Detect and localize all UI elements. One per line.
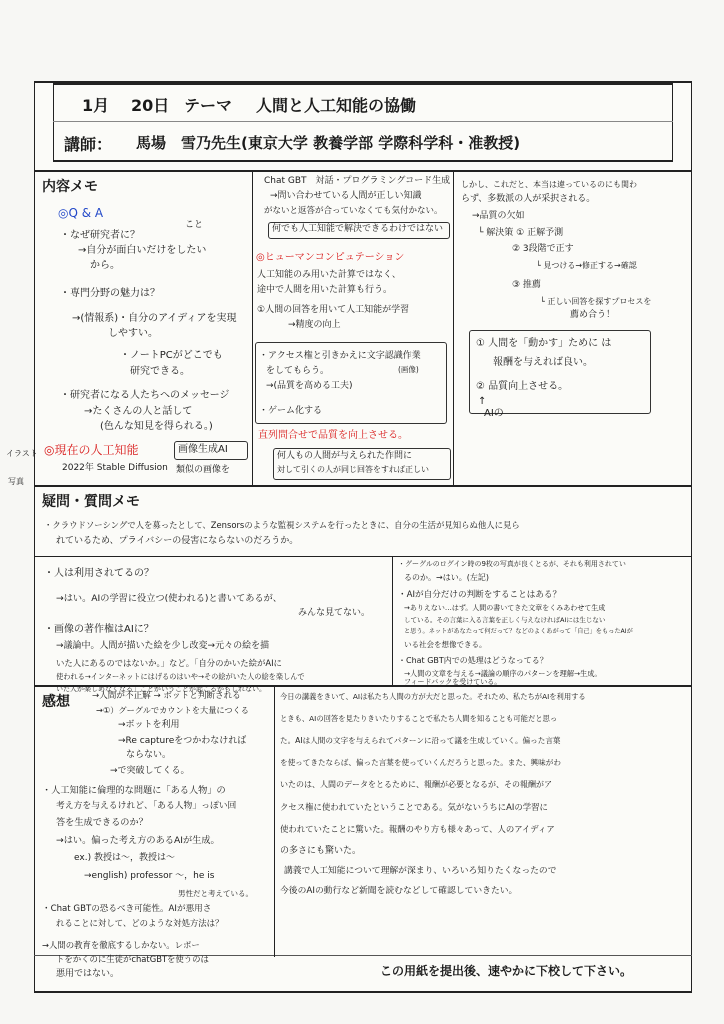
note-line: (色んな知見を得られる。) <box>100 421 213 432</box>
impression-text: 今日の講義をきいて、AIは私たち人間の方が大だと思った。それため、私たちがAIを利用する <box>280 692 586 701</box>
question-line: している。その言葉に入る言葉を正しく与えなければAIには生じない <box>404 616 606 624</box>
note-line: 2022年 Stable Diffusion <box>62 463 168 473</box>
note-line: →(品質を高める工夫) <box>266 381 353 391</box>
impression-line: 答を生成できるのか？ <box>56 817 148 828</box>
note-line: がないと返答が合っていなくても気付かない。 <box>264 206 443 216</box>
header-rule <box>53 121 673 122</box>
current-ai-heading: ◎現在の人工知能 <box>44 443 139 457</box>
question-line: るのか。→はい。(左記) <box>404 573 489 582</box>
content-col-divider-1 <box>252 170 253 486</box>
impression-text: クセス権に使われていたということである。気がないうちにAIの学習に <box>280 802 548 812</box>
question-line: みんな見てない。 <box>298 608 371 618</box>
question-line: いる社会を想像できる。 <box>404 640 487 649</box>
header-left-line <box>53 83 54 161</box>
impression-line: ・Chat GBTの恐るべき可能性。AIが悪用さ <box>42 904 212 914</box>
note-line: ・なぜ研究者に？ <box>60 230 140 241</box>
note-line: 何人もの人間が与えられた作問に <box>277 451 413 461</box>
question-line: →議論中。人間が描いた絵を少し改変→元々の絵を描 <box>56 641 270 651</box>
lecturer-label: 講師： <box>64 135 113 154</box>
question-line: ・Chat GBT内での処理はどうなってる？ <box>398 656 548 665</box>
note-line: 人工知能のみ用いた計算ではなく、 <box>257 270 401 280</box>
question-sub-divider <box>34 556 692 557</box>
question-line: ・画像の著作権はAIに？ <box>44 624 154 635</box>
question-line: いた人が楽しめなくなる」ことがいうことが起こるかもしれない。 <box>56 685 266 693</box>
note-line: (画像) <box>398 365 419 374</box>
section-title-gimon: 疑問・質問メモ <box>42 494 140 510</box>
impression-line: 悪用ではない。 <box>56 969 120 979</box>
impression-text: た。AIは人間の文字を与えられてパターンに沿って議を生成していく。偏った言葉 <box>280 736 561 745</box>
question-line: ・グーグルのログイン時の9枚の写真が良くとるが、それも利用されてい <box>398 560 626 568</box>
question-line: →はい。AIの学習に役立つ(使われる)と書いてあるが、 <box>56 593 282 604</box>
note-line: 何でも人工知能で解決できるわけではない <box>272 224 444 234</box>
impression-text: 使われていたことに驚いた。報酬のやり方も様々あって、人のアイディア <box>280 824 555 834</box>
question-line: れているため、プライバシーの侵害にならないのだろうか。 <box>56 536 299 546</box>
note-line: →(情報系)・自分のアイディアを実現 <box>72 313 237 324</box>
section-title-kanso: 感想 <box>42 694 70 710</box>
note-line: 報酬を与えれば良い。 <box>493 357 593 368</box>
note-line: をしてもらう。 <box>266 366 330 376</box>
question-line: フィードバックを受けている。 <box>404 678 502 686</box>
note-line: ・ノートPCがどこでも <box>120 350 223 361</box>
note-line: 類似の画像を <box>176 465 231 475</box>
note-line: 薦め合う！ <box>570 310 616 320</box>
border-right <box>691 81 692 992</box>
impression-line: ex.) 教授は～，教授は～ <box>74 853 175 863</box>
lecturer-name: 馬場 雪乃先生(東京大学 教養学部 学際科学科・准教授) <box>136 134 521 152</box>
note-line: ② 3段階で正す <box>512 244 574 254</box>
impression-line: 考え方を与えるけれど、「ある人物」っぽい回 <box>56 801 237 811</box>
serial-query-heading: 直列問合せで品質を向上させる。 <box>258 430 408 441</box>
note-line: ・専門分野の魅力は？ <box>60 288 160 299</box>
border-bottom <box>34 991 692 993</box>
date-month: 1月 <box>82 96 110 115</box>
note-line: →自分が面白いだけをしたい <box>78 245 207 256</box>
question-line: ・AIが自分だけの判断をすることはある？ <box>398 590 562 600</box>
header-top-line <box>53 83 673 85</box>
note-line: →たくさんの人と話して <box>84 406 193 417</box>
note-line: から。 <box>90 260 120 271</box>
section-title-naiyo: 内容メモ <box>42 179 98 195</box>
note-line: ↑ <box>478 396 487 407</box>
question-col-divider <box>392 556 393 686</box>
qa-heading: ◎Q & A <box>58 206 104 220</box>
impression-line: ならない。 <box>126 750 172 760</box>
note-line: Chat GBT 対話・プログラミングコード生成 <box>264 176 451 186</box>
note-line: ・研究者になる人たちへのメッセージ <box>60 390 230 401</box>
impression-text: 今後のAIの動行など新聞を読むなどして確認していきたい。 <box>280 886 518 896</box>
note-line: こと <box>185 220 204 230</box>
note-line: →問い合わせている人間が正しい知識 <box>270 191 422 201</box>
impression-line: →english) professor ～，he is <box>84 871 215 881</box>
header-bottom-line <box>53 160 673 162</box>
impression-line: れることに対して、どのような対処方法は？ <box>56 918 224 928</box>
note-line: しやすい。 <box>108 328 158 339</box>
impression-line: →はい。偏った考え方のあるAIが生成。 <box>56 835 220 846</box>
impression-text: 講義で人工知能について理解が深まり、いろいろ知りたくなったので <box>284 866 557 876</box>
note-line: AIの <box>484 408 504 419</box>
note-line: ・アクセス権と引きかえに文字認識作業 <box>259 351 421 361</box>
footer-notice: この用紙を提出後、速やかに下校して下さい。 <box>380 964 633 978</box>
note-line: ① 人間を「動かす」ために は <box>476 338 612 349</box>
question-line: いた人にあるのではないか。」など。「自分のかいた絵がAIに <box>56 658 282 668</box>
impression-line: →①）グーグルでカウントを大量につくる <box>96 705 249 715</box>
impression-line: →で突破してくる。 <box>110 766 190 776</box>
impression-text: を使ってきたならば、偏った言葉を使っていくんだろうと思った。また、興味がわ <box>280 758 561 767</box>
image-ai-label: 画像生成AI <box>178 444 228 455</box>
note-line: ② 品質向上させる。 <box>476 381 569 392</box>
human-computation-heading: ◎ヒューマンコンピュテーション <box>256 252 405 263</box>
question-line: と思う。ネットがあなたって何だって？などのよくあがって「自己」をもったAIが <box>404 628 633 635</box>
note-line: ・ゲーム化する <box>259 406 323 416</box>
date-day: 20日 <box>131 96 170 115</box>
note-line: 研究できる。 <box>130 366 190 377</box>
question-line: 使われる→インターネットにはげるのはいや→その絵がいた人の絵を楽しんで <box>56 672 305 681</box>
content-col-divider-2 <box>453 170 454 486</box>
impression-text: ときも、AIの回答を見たりきいたりすることで私たち人間を知ることも可能だと思っ <box>280 714 558 723</box>
note-line: └ 見つける→修正する→確認 <box>536 261 637 270</box>
impression-text: の多さにも驚いた。 <box>280 846 362 856</box>
impression-line: →ボットを利用 <box>118 720 180 730</box>
impression-col-divider <box>274 685 275 957</box>
impression-line: ・人工知能に倫理的な問題に「ある人物」の <box>42 785 226 796</box>
margin-note: イラスト <box>6 449 38 458</box>
note-line: ①人間の回答を用いて人工知能が学習 <box>257 305 410 315</box>
question-line: ・人は利用されてるの？ <box>44 568 154 579</box>
theme-label: テーマ <box>184 96 233 115</box>
question-section-top <box>34 485 692 487</box>
theme-title: 人間と人工知能の協働 <box>256 96 417 115</box>
note-line: しかし、これだと、本当は違っているのにも関わ <box>461 180 637 189</box>
impression-line: 男性だと考えている。 <box>178 889 253 898</box>
impression-text: いたのは、人間のデータをとるために、報酬が必要となるが、その報酬がア <box>280 780 552 789</box>
impression-line: →人間の教育を徹底するしかない。レポー <box>42 940 200 950</box>
content-section-top <box>34 170 692 172</box>
question-line: ・クラウドソーシングで人を募ったとして、Zensorsのような監視システムを行ったときに、自分の生活が見知らぬ他人に見ら <box>44 520 520 530</box>
impression-line: →Re captureをつかわなければ <box>118 736 247 746</box>
note-line: 対して引くの人が同じ回答をすれば正しい <box>277 465 429 474</box>
header-right-line <box>672 83 673 161</box>
note-line: →精度の向上 <box>288 320 341 330</box>
question-line: →人間の文章を与える→議論の順序のパターンを理解→生成。 <box>404 669 602 678</box>
margin-note: 写真 <box>8 477 24 486</box>
impression-line: →人間が不正解 → ボットと判断される <box>92 691 241 701</box>
note-line: らず、多数派の人が采択される。 <box>461 194 596 204</box>
impression-line: トをかくのに生徒がchatGBTを使うのは <box>56 954 209 964</box>
note-line: └ 解決策 ① 正解予測 <box>478 228 564 238</box>
note-line: →品質の欠如 <box>472 211 525 221</box>
border-left <box>34 81 35 992</box>
note-line: ③ 推薦 <box>512 280 541 290</box>
note-line: 途中で人間を用いた計算も行う。 <box>257 285 393 295</box>
note-line: └ 正しい回答を探すプロセスを <box>540 297 652 306</box>
question-line: →ありえない…はず。人間の書いてきた文章をくみあわせて生成 <box>404 604 606 612</box>
